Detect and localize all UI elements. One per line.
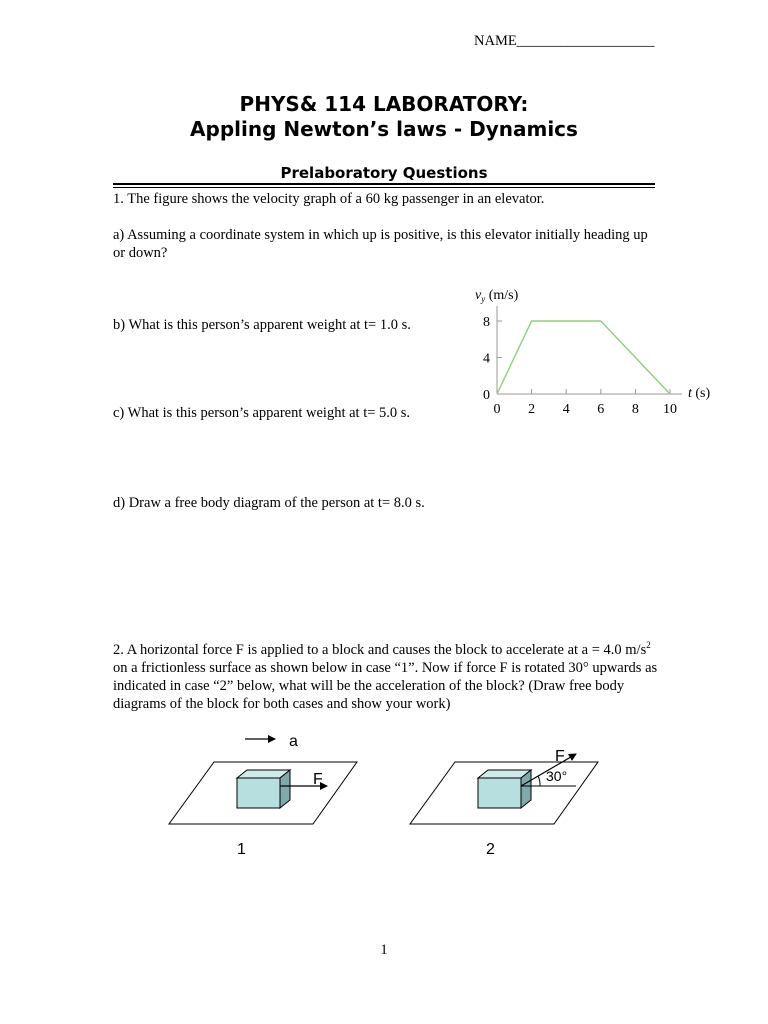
force-label-1: F <box>313 771 323 788</box>
question-1d: d) Draw a free body diagram of the person at t= 8.0 s. <box>113 495 425 511</box>
case-2-diagram <box>410 748 598 858</box>
x-axis-unit: (s) <box>691 386 711 401</box>
x-tick-label: 10 <box>663 402 677 417</box>
heading-rule-thick <box>113 183 655 185</box>
x-tick-label: 8 <box>631 402 639 417</box>
x-axis-label <box>688 386 711 401</box>
y-axis-var: v <box>475 288 482 303</box>
question-1c: c) What is this person’s apparent weight at t= 5.0 s. <box>113 405 411 421</box>
section-heading: Prelaboratory Questions <box>280 164 488 182</box>
case-1-label: 1 <box>237 841 246 858</box>
y-axis-unit: (m/s) <box>485 288 519 303</box>
x-tick-label: 6 <box>597 402 605 417</box>
title-line-2: Appling Newton’s laws - Dynamics <box>190 117 578 141</box>
question-1a: a) Assuming a coordinate system in which up is positive, is this elevator initially heading up or down? <box>113 227 648 261</box>
case-2-label: 2 <box>486 841 495 858</box>
y-axis-sub: y <box>481 294 486 304</box>
block-diagrams <box>150 720 620 870</box>
case-1-diagram <box>169 733 357 858</box>
y-axis-label <box>475 288 519 304</box>
y-tick-label: 8 <box>483 315 490 330</box>
y-tick-label: 4 <box>483 351 490 367</box>
acceleration-label: a <box>289 733 298 750</box>
block-2 <box>478 770 531 808</box>
page-title <box>0 92 768 142</box>
question-2-superscript: 2 <box>646 640 651 650</box>
x-tick-label: 4 <box>562 402 570 417</box>
y-tick-label: 0 <box>483 388 490 403</box>
force-label-2: F <box>555 748 565 765</box>
page-number: 1 <box>380 942 388 958</box>
question-1b: b) What is this person’s apparent weight at t= 1.0 s. <box>113 317 411 333</box>
x-tick-label: 2 <box>528 402 536 417</box>
question-2 <box>113 636 658 713</box>
heading-rule-thin <box>113 187 655 188</box>
title-line-1: PHYS& 114 LABORATORY: <box>239 92 529 116</box>
name-field-line: NAME___________________ <box>474 33 655 49</box>
x-tick-label: 0 <box>493 402 501 417</box>
velocity-graph <box>460 280 730 420</box>
angle-label: 30° <box>546 768 568 784</box>
question-1-intro: 1. The figure shows the velocity graph of a 60 kg passenger in an elevator. <box>113 191 545 207</box>
x-axis-var: t <box>688 386 692 401</box>
block-1 <box>237 770 290 808</box>
question-2-part1: 2. A horizontal force F is applied to a block and causes the block to accelerate at a = 4.0 m/s <box>113 641 647 658</box>
velocity-series-line <box>497 321 670 394</box>
question-2-part2: on a frictionless surface as shown below in case “1”. Now if force F is rotated 30° upwards as indicated in case “2” below, what will be the acceleration of the block? (Draw free body diagrams of the block for both cases and show your work) <box>113 659 658 712</box>
